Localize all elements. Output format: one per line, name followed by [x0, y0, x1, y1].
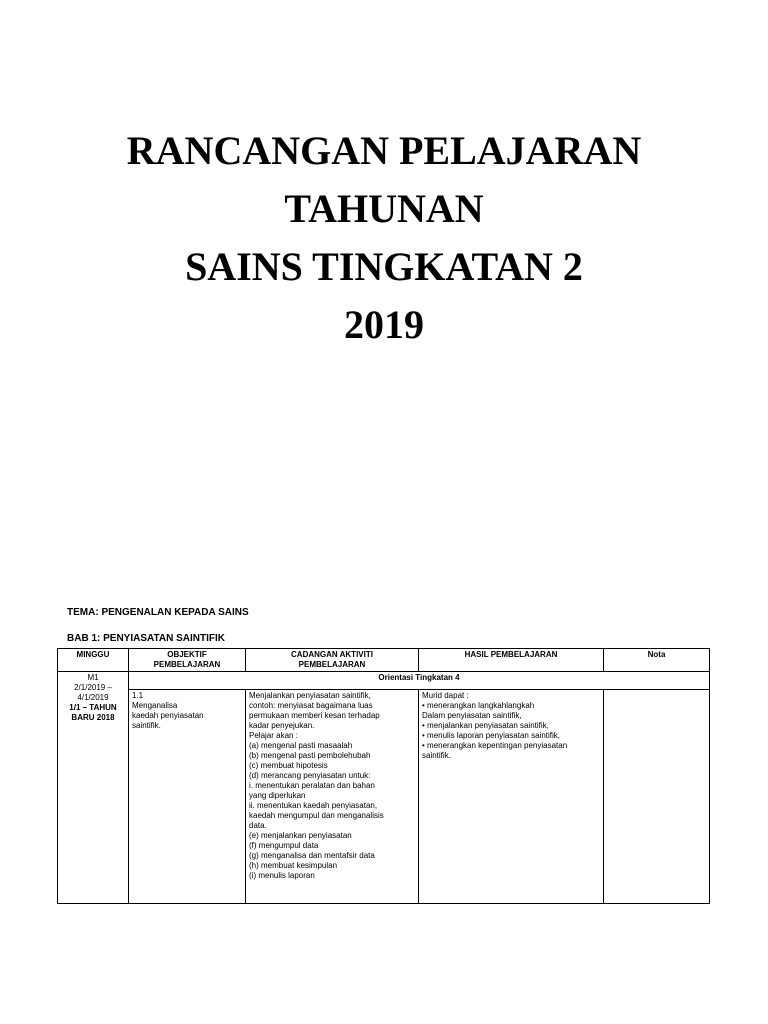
header-objektif-line-1: OBJEKTIF	[167, 650, 207, 659]
cadangan-line: kadar penyejukan.	[249, 721, 315, 730]
cadangan-line: (a) mengenal pasti masaalah	[249, 741, 353, 750]
header-nota-label: Nota	[647, 650, 666, 659]
hasil-list-2	[422, 721, 600, 751]
objektif-cell	[129, 690, 246, 904]
objektif-line-2: kaedah penyiasatan	[132, 711, 204, 720]
minggu-holiday-line-1: 1/1 – TAHUN	[69, 703, 117, 712]
header-objektif-line-2: PEMBELAJARAN	[153, 660, 221, 669]
hasil-list	[422, 701, 600, 711]
cadangan-line: ii. menentukan kaedah penyiasatan,	[249, 801, 378, 810]
cadangan-line: i. menentukan peralatan dan bahan	[249, 781, 375, 790]
table-row	[58, 672, 710, 690]
title-line-4: 2019	[344, 302, 424, 347]
title-line-1: RANCANGAN PELAJARAN	[126, 128, 642, 173]
hasil-intro: Murid dapat :	[422, 691, 469, 700]
orientasi-label: Orientasi Tingkatan 4	[378, 673, 460, 682]
header-cadangan	[246, 649, 419, 672]
minggu-holiday-line-2: BARU 2018	[71, 713, 115, 722]
cadangan-line: (h) membuat kesimpulan	[249, 861, 338, 870]
cadangan-line: (e) menjalankan penyiasatan	[249, 831, 352, 840]
hasil-item-4-continuation: saintifik.	[422, 751, 451, 760]
cadangan-line: kaedah mengumpul dan menganalisis	[249, 811, 384, 820]
cadangan-line: (f) mengumpul data	[249, 841, 319, 850]
cadangan-line: Menjalankan penyiasatan saintifik,	[249, 691, 371, 700]
header-minggu-label: MINGGU	[76, 650, 110, 659]
cadangan-line: (c) membuat hipotesis	[249, 761, 328, 770]
cadangan-cell	[246, 690, 419, 904]
document-title	[0, 122, 768, 354]
title-line-3: SAINS TINGKATAN 2	[185, 244, 583, 289]
header-hasil-label: HASIL PEMBELAJARAN	[464, 650, 558, 659]
cadangan-line: contoh: menyiasat bagaimana luas	[249, 701, 373, 710]
minggu-week: M1	[87, 673, 99, 682]
header-nota	[604, 649, 710, 672]
hasil-item-1-text: menerangkan langkahlangkah	[427, 701, 535, 710]
hasil-cell	[419, 690, 604, 904]
cadangan-line: (b) mengenal pasti pembolehubah	[249, 751, 371, 760]
cadangan-line: (g) menganalisa dan mentafsir data	[249, 851, 375, 860]
minggu-date-start: 2/1/2019 –	[74, 683, 112, 692]
hasil-item-3-text: menulis laporan penyiasatan saintifik,	[427, 731, 560, 740]
table-header-row	[58, 649, 710, 672]
cadangan-line: Pelajar akan :	[249, 731, 298, 740]
title-line-2: TAHUNAN	[284, 186, 484, 231]
header-minggu	[58, 649, 129, 672]
hasil-item-2-text: menjalankan penyiasatan saintifik,	[427, 721, 549, 730]
minggu-date-end: 4/1/2019	[77, 693, 109, 702]
table-row	[58, 690, 710, 904]
hasil-continuation: Dalam penyiasatan saintifik,	[422, 711, 522, 720]
cadangan-line: permukaan memberi kesan terhadap	[249, 711, 380, 720]
objektif-number: 1.1	[132, 691, 144, 700]
lesson-plan-table	[57, 648, 710, 904]
hasil-item-3	[422, 731, 600, 741]
header-objektif	[129, 649, 246, 672]
cadangan-line: data.	[249, 821, 267, 830]
objektif-line-3: saintifik.	[132, 721, 161, 730]
cadangan-line: (i) menulis laporan	[249, 871, 315, 880]
tema-heading: TEMA: PENGENALAN KEPADA SAINS	[67, 607, 249, 618]
orientasi-banner	[129, 672, 710, 690]
header-cadangan-line-1: CADANGAN AKTIVITI	[291, 650, 373, 659]
hasil-item-4	[422, 741, 600, 751]
hasil-item-4-text: menerangkan kepentingan penyiasatan	[427, 741, 568, 750]
header-hasil	[419, 649, 604, 672]
bab-heading: BAB 1: PENYIASATAN SAINTIFIK	[67, 633, 225, 644]
header-cadangan-line-2: PEMBELAJARAN	[298, 660, 366, 669]
cadangan-line: yang diperlukan	[249, 791, 306, 800]
minggu-cell	[58, 672, 129, 904]
hasil-item-2	[422, 721, 600, 731]
cadangan-line: (d) merancang penyiasatan untuk:	[249, 771, 371, 780]
hasil-item-1	[422, 701, 600, 711]
nota-cell	[604, 690, 710, 904]
objektif-line-1: Menganalisa	[132, 701, 178, 710]
